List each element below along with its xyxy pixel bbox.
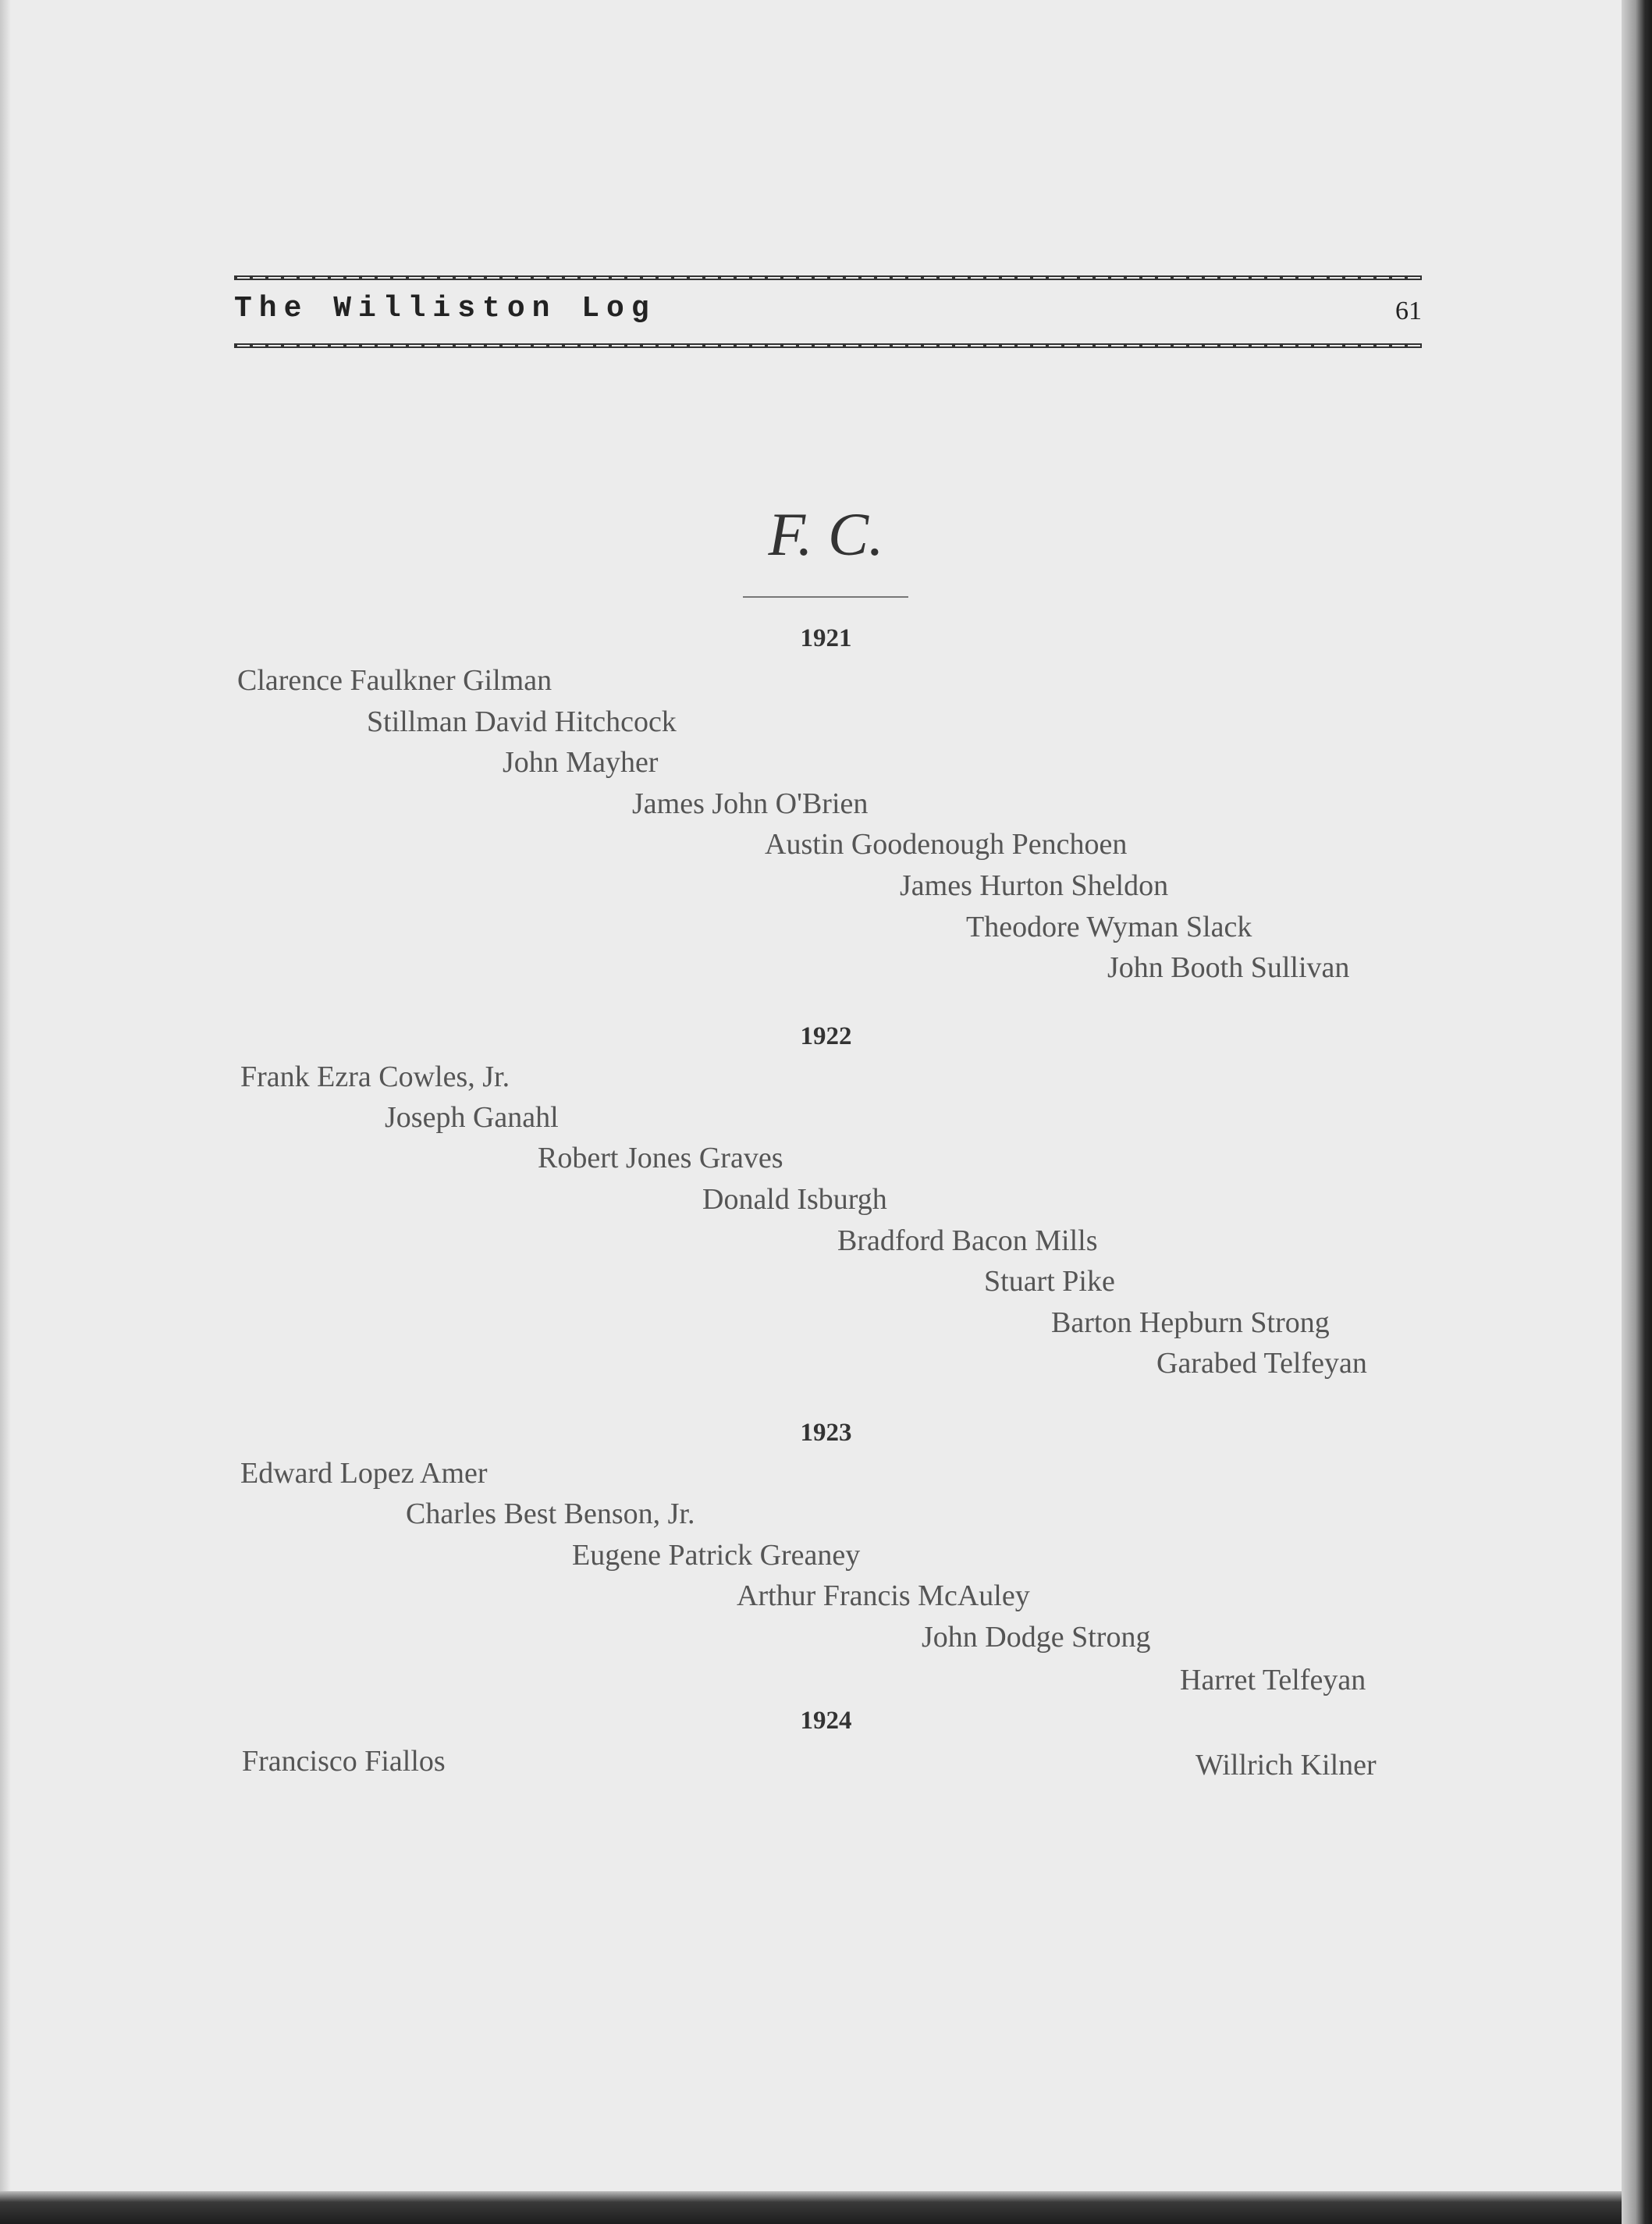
header-bottom-rule (234, 343, 1422, 348)
member-name: Harret Telfeyan (1180, 1664, 1366, 1696)
page-gutter-shadow (0, 0, 11, 2191)
year-heading-1923: 1923 (800, 1419, 852, 1447)
member-name: Stillman David Hitchcock (367, 705, 677, 738)
member-name: Stuart Pike (984, 1265, 1115, 1298)
member-name: James Hurton Sheldon (900, 869, 1169, 902)
member-name: Francisco Fiallos (242, 1745, 446, 1778)
member-name: Garabed Telfeyan (1156, 1347, 1367, 1380)
member-name: Willrich Kilner (1195, 1749, 1377, 1782)
member-name: James John O'Brien (632, 787, 869, 820)
member-name: Austin Goodenough Penchoen (765, 828, 1128, 861)
member-name: Clarence Faulkner Gilman (237, 664, 552, 697)
member-name: Eugene Patrick Greaney (572, 1539, 861, 1572)
member-name: Charles Best Benson, Jr. (406, 1497, 695, 1530)
member-name: Theodore Wyman Slack (966, 911, 1252, 943)
title-underline (743, 596, 908, 598)
member-name: John Mayher (503, 746, 659, 779)
member-name: Frank Ezra Cowles, Jr. (240, 1060, 510, 1093)
member-name: Joseph Ganahl (385, 1101, 559, 1134)
book-binding-edge (1622, 0, 1652, 2224)
scan-bottom-edge (0, 2191, 1622, 2224)
running-head: The Williston Log (234, 292, 656, 325)
member-name: Robert Jones Graves (538, 1142, 783, 1174)
member-name: Arthur Francis McAuley (737, 1579, 1030, 1612)
header-top-rule (234, 275, 1422, 280)
member-name: Bradford Bacon Mills (837, 1224, 1098, 1257)
member-name: Barton Hepburn Strong (1051, 1306, 1330, 1339)
year-heading-1921: 1921 (800, 624, 852, 652)
member-name: John Booth Sullivan (1107, 951, 1350, 984)
year-heading-1924: 1924 (800, 1707, 852, 1735)
page-number: 61 (1395, 297, 1422, 325)
member-name: Edward Lopez Amer (240, 1457, 488, 1490)
member-name: John Dodge Strong (922, 1621, 1151, 1654)
section-title: F. C. (768, 500, 884, 568)
member-name: Donald Isburgh (702, 1183, 887, 1216)
year-heading-1922: 1922 (800, 1022, 852, 1050)
